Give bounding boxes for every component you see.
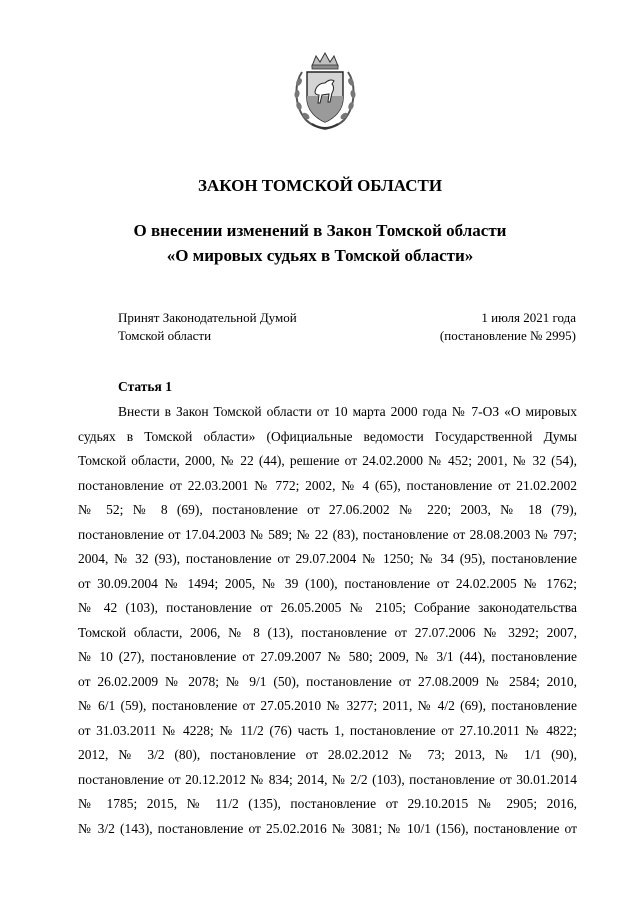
article-line: Томской области, 2000, № 22 (44), решение от 24.02.2000 № 452; 2001, № 32 (54), [78,453,577,468]
article-line: Внести в Закон Томской области от 10 марта 2000 года № 7-ОЗ «О мировых [118,404,577,419]
article-line: 2012, № 3/2 (80), постановление от 28.02.2012 № 73; 2013, № 1/1 (90), [78,747,577,762]
article-line: № 52; № 8 (69), постановление от 27.06.2002 № 220; 2003, № 18 (79), [78,502,577,517]
article-line: Томской области, 2006, № 8 (13), постановление от 27.07.2006 № 3292; 2007, [78,624,577,640]
article-line: от 26.02.2009 № 2078; № 9/1 (50), постановление от 27.08.2009 № 2584; 2010, [78,673,577,689]
article-line: постановление от 20.12.2012 № 834; 2014, № 2/2 (103), постановление от 30.01.2014 [78,771,577,787]
article-line: № 3/2 (143), постановление от 25.02.2016 № 3081; № 10/1 (156), постановление от [78,820,577,836]
article-heading: Статья 1 [118,379,172,394]
resolution-number: (постановление № 2995) [439,328,576,343]
article-line: постановление от 22.03.2001 № 772; 2002, № 4 (65), постановление от 21.02.2002 [78,477,577,493]
article-line: № 1785; 2015, № 11/2 (135), постановление от 29.10.2015 № 2905; 2016, [78,796,577,811]
article-line: судьях в Томской области» (Официальные ведомости Государственной Думы [78,428,577,444]
article-line: от 31.03.2011 № 4228; № 11/2 (76) часть 1, постановление от 27.10.2011 № 4822; [78,722,577,738]
article-line: № 10 (27), постановление от 27.09.2007 № 580; 2009, № 3/1 (44), постановление [78,649,577,664]
coat-of-arms-icon [290,50,360,132]
adopted-by-line-2: Томской области [118,328,212,343]
article-line: № 42 (103), постановление от 26.05.2005 № 2105; Собрание законодательства [78,600,577,615]
article-line: 2004, № 32 (93), постановление от 29.07.2004 № 1250; № 34 (95), постановление [78,551,577,566]
article-body [78,402,577,843]
law-subtitle-line-1: О внесении изменений в Закон Томской области [133,221,507,240]
adopted-by-line-1: Принят Законодательной Думой [118,310,297,325]
article-line: постановление от 17.04.2003 № 589; № 22 (83), постановление от 28.08.2003 № 797; [78,526,577,542]
adoption-date: 1 июля 2021 года [481,310,576,325]
law-subtitle-line-2: «О мировых судьях в Томской области» [166,246,474,265]
article-line: № 6/1 (59), постановление от 27.05.2010 № 3277; 2011, № 4/2 (69), постановление [78,698,577,713]
law-title: ЗАКОН ТОМСКОЙ ОБЛАСТИ [197,176,443,195]
article-line: от 30.09.2004 № 1494; 2005, № 39 (100), постановление от 24.02.2005 № 1762; [78,575,577,591]
